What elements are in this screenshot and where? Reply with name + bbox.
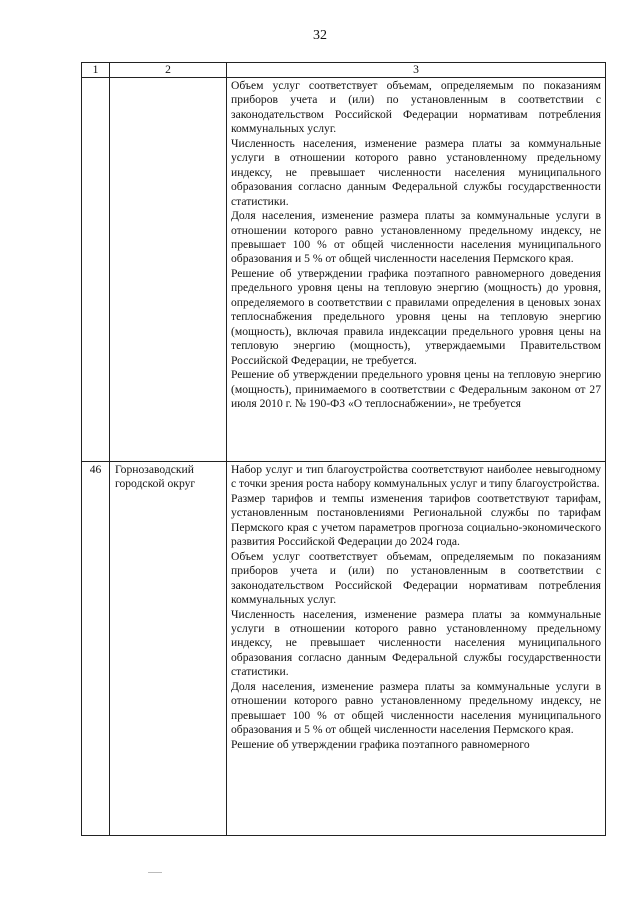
paragraph: Доля населения, изменение размера платы за коммунальные услуги в отношении которого равно установленному предельному индексу, не превышает 100 % от общей численности населения муниципального образования и 5 % от общей численности населения Пермского края. bbox=[231, 679, 601, 737]
scan-mark bbox=[148, 872, 162, 873]
row-content bbox=[227, 462, 606, 836]
page-number: 32 bbox=[313, 28, 327, 43]
table-row bbox=[82, 462, 606, 836]
row-content bbox=[227, 78, 606, 462]
paragraph: Доля населения, изменение размера платы за коммунальные услуги в отношении которого равно установленному предельному индексу, не превышает 100 % от общей численности населения муниципального образования и 5 % от общей численности населения Пермского края. bbox=[231, 209, 601, 266]
column-header-3: 3 bbox=[227, 63, 606, 78]
municipality-name bbox=[110, 78, 227, 462]
paragraph: Размер тарифов и темпы изменения тарифов соответствуют тарифам, установленным постановлениями Региональной службы по тарифам Пермского края с учетом параметров прогноза социально-экономического развития Российской Федерации до 2024 года. bbox=[231, 491, 601, 549]
row-number: 46 bbox=[82, 462, 110, 836]
paragraph: Решение об утверждении графика поэтапного равномерного bbox=[231, 737, 530, 751]
document-table bbox=[81, 62, 606, 836]
column-header-2: 2 bbox=[110, 63, 227, 78]
row-number bbox=[82, 78, 110, 462]
paragraph: Решение об утверждении предельного уровня цены на тепловую энергию (мощность), принимаемого в соответствии с Федеральным законом от 27 июля 2010 г. № 190-ФЗ «О теплоснабжении», не требуется bbox=[231, 368, 601, 410]
paragraph: Решение об утверждении графика поэтапного равномерного доведения предельного уровня цены на тепловую энергию (мощность) до уровня, определяемого в соответствии с правилами определения в ценовых зонах теплоснабжения предельного уровня цены на тепловую энергию (мощность), включая правила индексации предельного уровня цены на тепловую энергию (мощность), утверждаемыми Правительством Российской Федерации, не требуется. bbox=[231, 266, 601, 367]
municipality-name: Горнозаводский городской округ bbox=[110, 462, 227, 836]
paragraph: Численность населения, изменение размера платы за коммунальные услуги в отношении которого равно установленному предельному индексу, не превышает численности населения муниципального образования согласно данным Федеральной службы государственности статистики. bbox=[231, 136, 601, 208]
table-row bbox=[82, 78, 606, 462]
column-header-1: 1 bbox=[82, 63, 110, 78]
table-header-row bbox=[82, 63, 606, 78]
paragraph: Численность населения, изменение размера платы за коммунальные услуги в отношении которого равно установленному предельному индексу, не превышает численности населения муниципального образования согласно данным Федеральной службы государственности статистики. bbox=[231, 607, 601, 679]
paragraph: Объем услуг соответствует объемам, определяемым по показаниям приборов учета и (или) по установленным в соответствии с законодательством Российской Федерации нормативам потребления коммунальных услуг. bbox=[231, 79, 601, 136]
paragraph: Объем услуг соответствует объемам, определяемым по показаниям приборов учета и (или) по установленным в соответствии с законодательством Российской Федерации нормативам потребления коммунальных услуг. bbox=[231, 549, 601, 607]
paragraph: Набор услуг и тип благоустройства соответствуют наиболее невыгодному с точки зрения роста набору коммунальных услуг и типу благоустройства. bbox=[231, 463, 601, 491]
